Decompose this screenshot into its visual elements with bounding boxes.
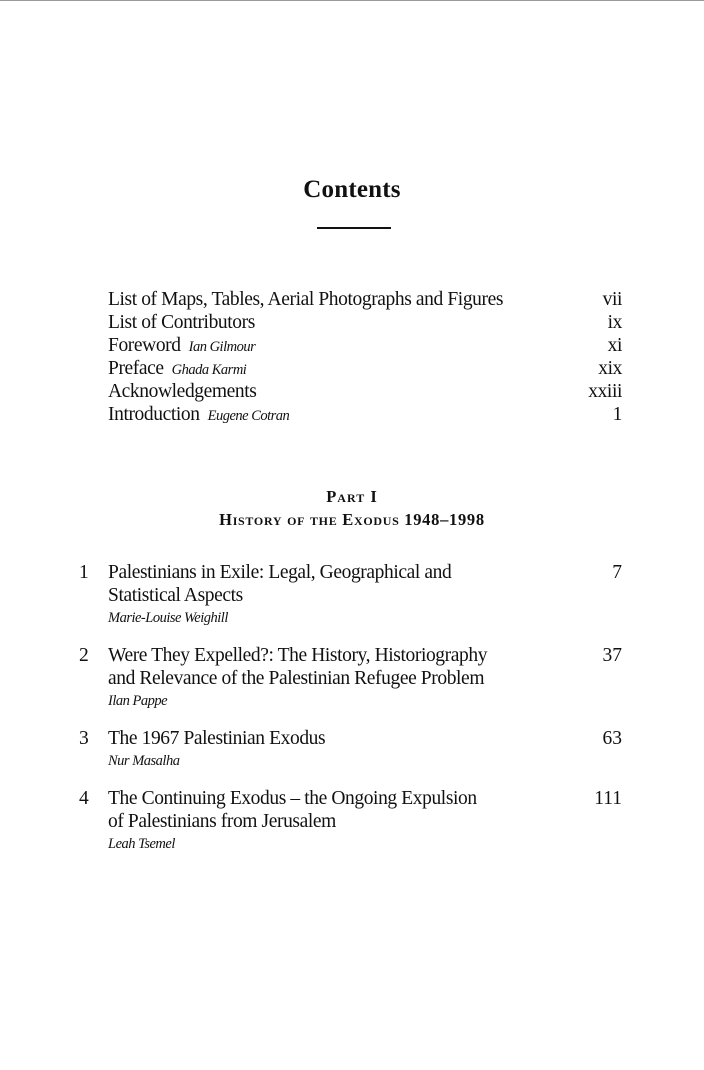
- chapter-author: Ilan Pappe: [108, 693, 168, 709]
- title-underline: [317, 227, 391, 229]
- toc-entry-page: xix: [598, 358, 622, 379]
- toc-entry[interactable]: [108, 334, 622, 357]
- toc-entry-page: 1: [612, 404, 622, 425]
- chapter-page: 7: [612, 562, 622, 583]
- chapter-author: Leah Tsemel: [108, 836, 175, 852]
- chapter-title: The 1967 Palestinian Exodus Nur Masalha: [108, 727, 528, 772]
- top-border: [0, 0, 704, 1]
- chapter-author: Marie-Louise Weighill: [108, 610, 228, 626]
- chapter-number: 3: [79, 728, 89, 749]
- chapter-title: The Continuing Exodus – the Ongoing Expulsion of Palestinians from Jerusalem Leah Tsemel: [108, 787, 528, 855]
- toc-entry[interactable]: [108, 311, 622, 334]
- toc-entry-label: Preface Ghada Karmi: [108, 358, 247, 379]
- toc-entry-page: vii: [602, 289, 622, 310]
- chapter-number: 1: [79, 562, 89, 583]
- toc-entry[interactable]: [108, 403, 622, 426]
- toc-entry-author: Eugene Cotran: [207, 408, 290, 424]
- chapter-page: 111: [594, 788, 622, 809]
- toc-entry-page: ix: [607, 312, 622, 333]
- page-title: Contents: [303, 176, 401, 203]
- toc-entry[interactable]: [108, 288, 622, 311]
- toc-entry-label: List of Maps, Tables, Aerial Photographs and Figures: [108, 289, 504, 310]
- toc-entry-label: Introduction Eugene Cotran: [108, 404, 290, 425]
- front-matter-list: [108, 288, 622, 426]
- chapter-number: 4: [79, 788, 89, 809]
- toc-entry-page: xi: [607, 335, 622, 356]
- toc-entry-author: Ghada Karmi: [171, 362, 247, 378]
- toc-entry[interactable]: [108, 380, 622, 403]
- toc-entry-author: Ian Gilmour: [188, 339, 256, 355]
- chapter-title: Palestinians in Exile: Legal, Geographical and Statistical Aspects Marie-Louise Weighill: [108, 561, 528, 629]
- part-title: History of the Exodus 1948–1998: [219, 510, 485, 529]
- chapter-title: Were They Expelled?: The History, Historiography and Relevance of the Palestinian Refugee Problem Ilan Pappe: [108, 644, 528, 712]
- toc-entry-label: List of Contributors: [108, 312, 255, 333]
- part-label: Part I: [326, 487, 378, 506]
- toc-entry-page: xxiii: [588, 381, 622, 402]
- toc-entry[interactable]: [108, 357, 622, 380]
- toc-entry-label: Acknowledgements: [108, 381, 257, 402]
- chapter-number: 2: [79, 645, 89, 666]
- chapter-page: 63: [602, 728, 622, 749]
- toc-entry-label: Foreword Ian Gilmour: [108, 335, 256, 356]
- chapter-author: Nur Masalha: [108, 753, 180, 769]
- chapter-page: 37: [602, 645, 622, 666]
